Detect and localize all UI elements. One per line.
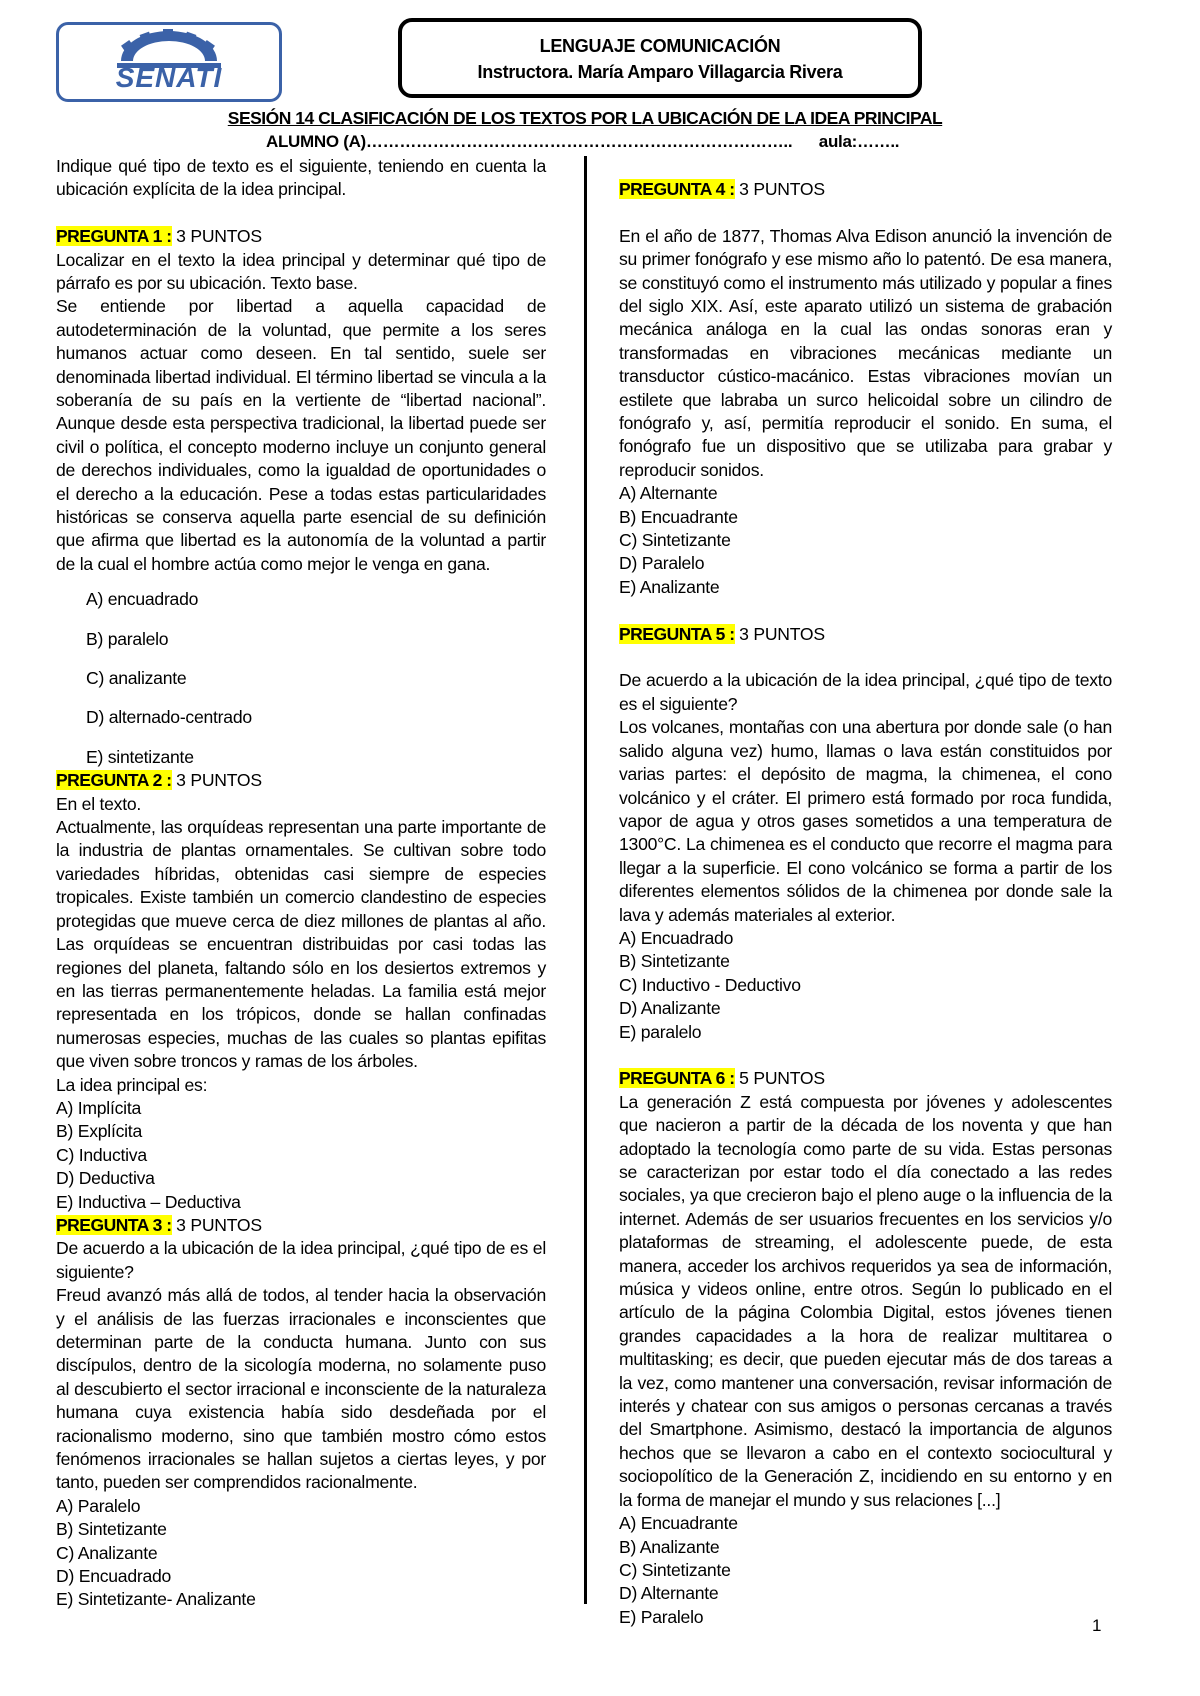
instructor-name: Instructora. María Amparo Villagarcia Rivera [477,62,843,82]
question-4-option-e[interactable]: E) Analizante [619,576,720,597]
question-3-option-d[interactable]: D) Encuadrado [56,1566,172,1587]
question-1-header [56,225,546,248]
question-4-option-d[interactable]: D) Paralelo [619,553,705,574]
question-5-option-d[interactable]: D) Analizante [619,998,721,1019]
question-1-option-c[interactable]: C) analizante [86,668,187,689]
question-4-option-b[interactable]: B) Encuadrante [619,506,738,527]
question-2-header [56,769,546,792]
question-4 [619,178,1112,599]
question-1-label: PREGUNTA 1 : [56,226,172,247]
question-5-option-a[interactable]: A) Encuadrado [619,927,734,948]
question-3-text: Freud avanzó más allá de todos, al tender hacia la observación y el análisis de las fuerzas irracionales e inconscientes que determinan parte de la conducta humana. Junto con sus discípulos, dentro de la sicología moderna, no solamente puso al descubierto el sector irracional e inconsciente de la naturaleza humana cuya existencia había sido desdeñada por el racionalismo moderno, sino que también mostro cómo estos fenómenos irracionales se hallan sujetos a ciertas leyes, y por tanto, pueden ser comprendidos racionalmente. [56,1285,546,1493]
question-2-option-a[interactable]: A) Implícita [56,1097,141,1118]
question-5 [619,623,1112,1044]
question-3-option-b[interactable]: B) Sintetizante [56,1519,167,1540]
question-2-option-c[interactable]: C) Inductiva [56,1144,147,1165]
page-number: 1 [1092,1616,1102,1635]
question-2-text: Actualmente, las orquídeas representan una parte importante de la industria de plantas ornamentales. Se cultivan sobre todo variedades híbridas, obtenidas casi siempre de especies tropicales. Existe también un comercio clandestino de especies protegidas que mueve cerca de diez millones de plantas al año. Las orquídeas se encuentran distribuidas por casi todas las regiones del planeta, faltando sólo en los desiertos extremos y en las tierras permanentemente heladas. La familia está mejor representada en los trópicos, donde se hallan confinadas numerosas especies, muchas de las cuales so plantas epifitas que viven sobre troncos y ramas de los árboles. [56,817,546,1072]
question-3-header [56,1214,546,1237]
question-3-option-a[interactable]: A) Paralelo [56,1495,141,1516]
question-4-option-c[interactable]: C) Sintetizante [619,530,731,551]
question-4-points: 3 PUNTOS [734,179,825,199]
question-1-option-e[interactable]: E) sintetizante [86,746,194,767]
question-5-text: Los volcanes, montañas con una abertura por donde sale (o han salido alguna vez) humo, llamas o lava están constituidos por varias partes: el depósito de magma, la chimenea, el cono volcánico y el cráter. El primero está formado por roca fundida, vapor de agua y otros gases sometidos a una temperatura de 1300°C. La chimenea es el conducto que recorre el magma para llegar a la superficie. El cono volcánico se forma a partir de los diferentes elementos sólidos de la chimenea por donde sale la lava y además materiales al exterior. [619,717,1112,925]
question-5-option-b[interactable]: B) Sintetizante [619,951,730,972]
question-5-label: PREGUNTA 5 : [619,623,735,644]
question-2-prompt-2: La idea principal es: [56,1074,208,1095]
question-6-label: PREGUNTA 6 : [619,1068,735,1089]
question-1 [56,225,546,769]
question-1-option-d[interactable]: D) alternado-centrado [86,707,252,728]
question-2-option-d[interactable]: D) Deductiva [56,1168,155,1189]
question-6-option-c[interactable]: C) Sintetizante [619,1559,731,1580]
question-3-option-e[interactable]: E) Sintetizante- Analizante [56,1589,256,1610]
question-6-option-b[interactable]: B) Analizante [619,1536,720,1557]
logo-text: SENATI [115,62,223,93]
question-3-label: PREGUNTA 3 : [56,1214,172,1235]
question-1-points: 3 PUNTOS [171,226,262,247]
question-5-option-c[interactable]: C) Inductivo - Deductivo [619,974,801,995]
question-3-prompt: De acuerdo a la ubicación de la idea principal, ¿qué tipo de es el siguiente? [56,1238,546,1282]
question-6-option-a[interactable]: A) Encuadrante [619,1513,738,1534]
course-title: LENGUAJE COMUNICACIÓN [539,36,781,56]
question-1-prompt: Localizar en el texto la idea principal y determinar qué tipo de párrafo es por su ubicación. Texto base. [56,249,546,294]
course-header-box [398,18,922,98]
question-2-prompt: En el texto. [56,793,142,814]
question-2 [56,769,546,1214]
question-5-header [619,623,1112,646]
question-1-option-a[interactable]: A) encuadrado [86,589,199,610]
question-3-points: 3 PUNTOS [171,1214,262,1235]
question-5-option-e[interactable]: E) paralelo [619,1021,702,1042]
question-2-label: PREGUNTA 2 : [56,770,172,791]
question-5-prompt: De acuerdo a la ubicación de la idea principal, ¿qué tipo de texto es el siguiente? [619,670,1112,714]
question-6-option-d[interactable]: D) Alternante [619,1583,719,1604]
question-2-points: 3 PUNTOS [171,770,262,791]
question-3-option-c[interactable]: C) Analizante [56,1542,158,1563]
senati-logo [56,22,282,102]
column-divider [584,156,587,1604]
question-6 [619,1067,1112,1629]
question-3 [56,1214,546,1612]
question-4-option-a[interactable]: A) Alternante [619,483,718,504]
question-4-label: PREGUNTA 4 : [619,179,735,199]
question-2-option-b[interactable]: B) Explícita [56,1121,142,1142]
session-title: SESIÓN 14 CLASIFICACIÓN DE LOS TEXTOS POR LA UBICACIÓN DE LA IDEA PRINCIPAL [227,108,943,128]
question-4-text: En el año de 1877, Thomas Alva Edison anunció la invención de su primer fonógrafo y ese mismo año lo patentó. De esa manera, se constituyó como el instrumento más utilizado y popular a fines del siglo XIX. Así, este aparato utilizó un sistema de grabación mecánica análoga en la cual las ondas sonoras eran y transformadas en vibraciones mecánicas mediante un transductor cústico-macánico. Estas vibraciones movían un estilete que labraba un surco helicoidal sobre un cilindro de fonógrafo y, así, permitía reproducir el sonido. En suma, el fonógrafo fue un dispositivo que se utilizaba para grabar y reproducir sonidos. [619,225,1112,480]
student-name-line: ALUMNO (A)………………………………………………………………….. aula:…….. [266,132,900,151]
question-6-header [619,1067,1112,1090]
right-column [619,178,1112,1629]
question-5-points: 3 PUNTOS [734,623,825,644]
left-column [56,155,546,1612]
question-6-points: 5 PUNTOS [734,1068,825,1089]
instructions-text: Indique qué tipo de texto es el siguiente, teniendo en cuenta la ubicación explícita de la idea principal. [56,156,546,200]
question-1-text: Se entiende por libertad a aquella capacidad de autodeterminación de la voluntad, que permite a los seres humanos actuar como deseen. En tal sentido, suele ser denominada libertad individual. El término libertad se vincula a la soberanía de su país en la vertiente de “libertad nacional”. Aunque desde esta perspectiva tradicional, la libertad puede ser civil o política, el concepto moderno incluye un conjunto general de derechos individuales, como la igualdad de oportunidades o el derecho a la educación. Pese a todas estas particularidades históricas se conserva aquella parte esencial de su definición que afirma que libertad es la autonomía de la voluntad a partir de la cual el hombre actúa como mejor le venga en gana. [56,296,546,574]
question-6-text: La generación Z está compuesta por jóvenes y adolescentes que nacieron a partir de la década de los noventa y que han adoptado la tecnología como parte de su vida. Estas personas se caracterizan por estar todo el día conectado a las redes sociales, ya que crecieron bajo el pleno auge o la influencia de la internet. Además de ser usuarios frecuentes en los servicios y/o plataformas de streaming, el adolescente puede, de esta manera, acceder los archivos requeridos ya sea de información, música y videos online, entre otros. Según lo publicado en el artículo de la página Colombia Digital, estos jóvenes tienen grandes capacidades a la hora de realizar multitarea o multitasking; es decir, que pueden ejecutar más de dos tareas a la vez, como mantener una conversación, revisar información de interés y chatear con sus amigos o personas cercanas a través del Smartphone. Asimismo, destacó la importancia de algunos hechos que se llevaron a cabo en el contexto sociocultural y sociopolítico de la Generación Z, incidiendo en su entorno y en la forma de manejar el mundo y sus relaciones [...] [619,1091,1112,1510]
question-4-header [619,178,1112,201]
question-6-option-e[interactable]: E) Paralelo [619,1606,704,1627]
question-1-option-b[interactable]: B) paralelo [86,628,169,649]
question-2-option-e[interactable]: E) Inductiva – Deductiva [56,1191,241,1212]
